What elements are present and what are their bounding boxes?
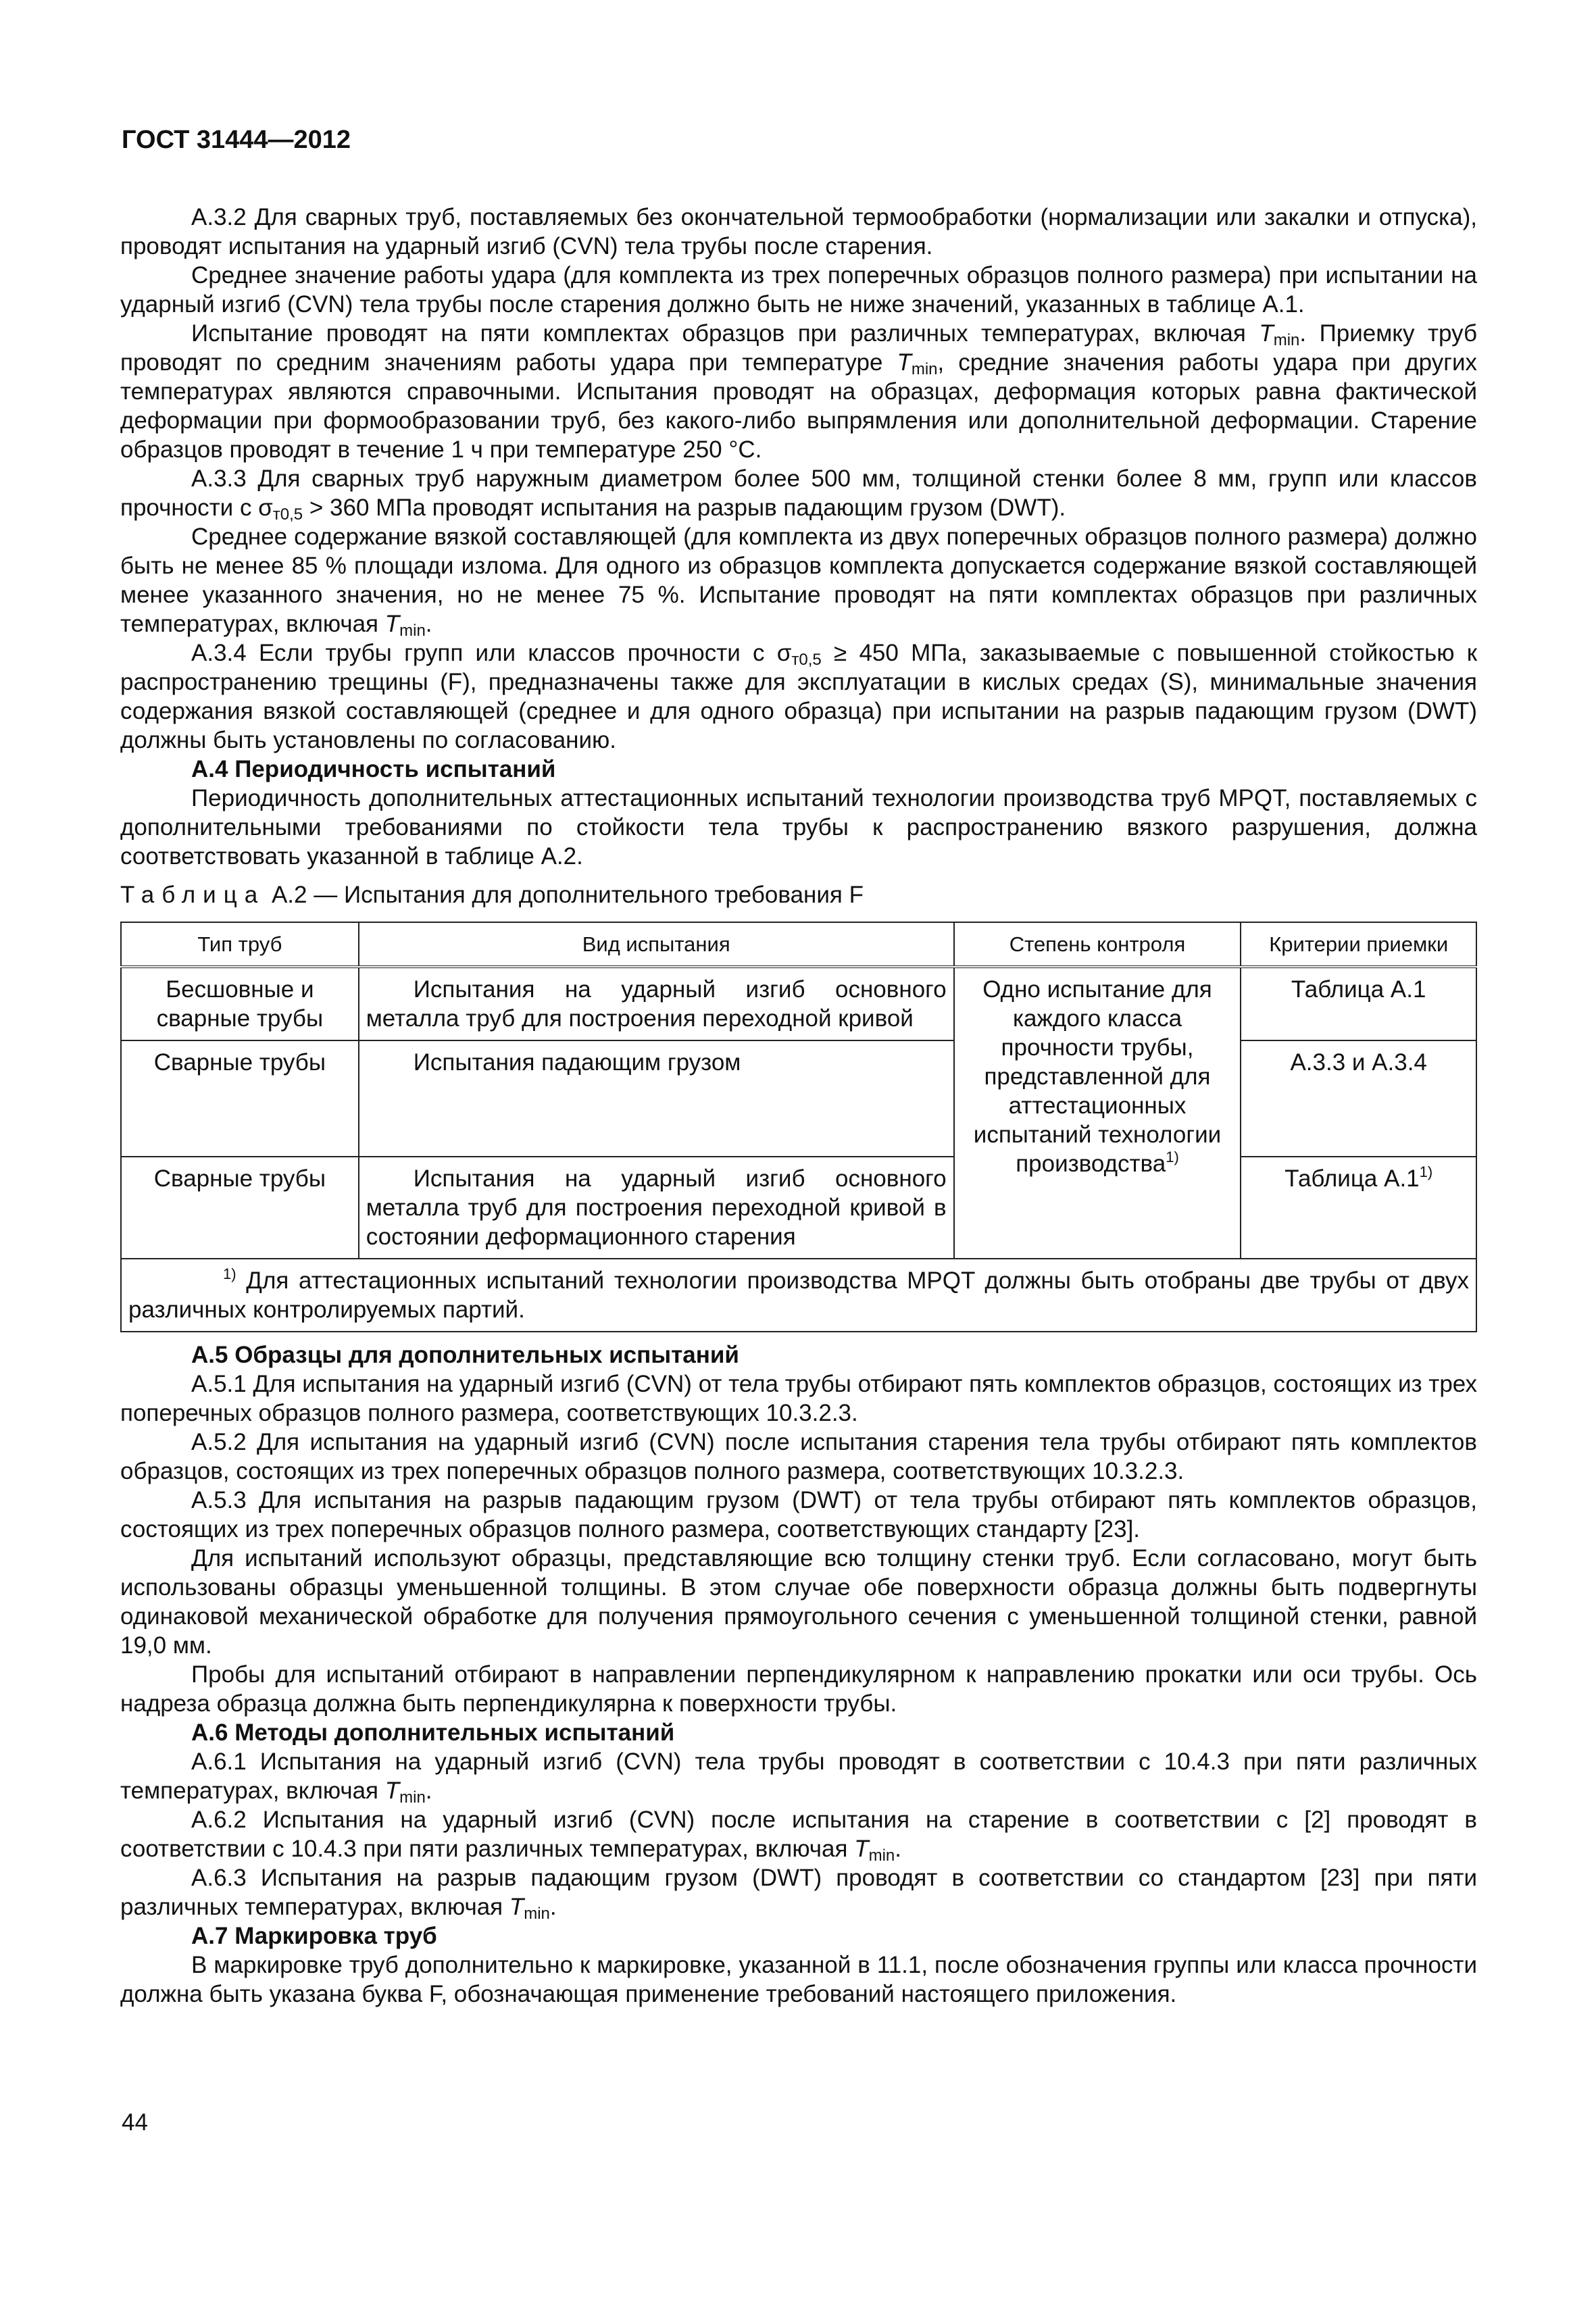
paragraph-avg-impact: Среднее значение работы удара (для комплекта из трех поперечных образцов полного размера) при испытании на ударный изгиб (CVN) тела трубы после старения должно быть не ниже значений, указанных в таблице А.1. — [120, 262, 1477, 318]
paragraph-a52: А.5.2 Для испытания на ударный изгиб (CVN) после испытания старения тела трубы отбирают пять комплектов образцов, состоящих из трех поперечных образцов полного размера, соответствующих 10.3.2.3. — [120, 1429, 1477, 1484]
section-a4-title: А.4 Периодичность испытаний — [191, 756, 556, 782]
paragraph-a4: Периодичность дополнительных аттестационных испытаний технологии производства труб MPQT, поставляемых с дополнительными требованиями по стойкости тела трубы к распространению вязкого разрушения, должна соответствовать указанной в таблице А.2. — [120, 785, 1477, 870]
paragraph-a62: А.6.2 Испытания на ударный изгиб (CVN) после испытания на старение в соответствии с [2] проводят в соответствии с 10.4.3 при пяти различных температурах, включая $T_{min}$. — [120, 1807, 1477, 1865]
paragraph-a63: А.6.3 Испытания на разрыв падающим грузом (DWT) проводят в соответствии со стандартом [23] при пяти различных температурах, включая $T_{min}$. — [120, 1865, 1477, 1923]
table-a2 — [120, 922, 1477, 1332]
cell-pipe-type: Сварные трубы — [121, 1040, 359, 1157]
cell-criteria: Таблица А.1 — [1241, 967, 1476, 1040]
paragraph-probes: Пробы для испытаний отбирают в направлении перпендикулярном к направлению прокатки или оси трубы. Ось надреза образца должна быть перпендикулярна к поверхности трубы. — [120, 1661, 1477, 1717]
cell-pipe-type: Сварные трубы — [121, 1157, 359, 1259]
cell-test-kind: Испытания падающим грузом — [359, 1040, 954, 1157]
table-row — [121, 1157, 1476, 1259]
section-a7-title: А.7 Маркировка труб — [191, 1923, 437, 1949]
cell-control-degree: Одно испытание для каждого класса прочности трубы, представленной для аттестационных испытаний технологии производства$^{1)}$ — [954, 967, 1241, 1259]
document-header: ГОСТ 31444—2012 — [122, 126, 351, 154]
table-row — [121, 967, 1476, 1040]
section-a6-title: А.6 Методы дополнительных испытаний — [191, 1719, 675, 1746]
paragraph-a33: А.3.3 Для сварных труб наружным диаметром более 500 мм, толщиной стенки более 8 мм, групп или классов прочности с $\sigma_{т0,5} > 360$ МПа проводят испытания на разрыв падающим грузом (DWT). — [120, 466, 1477, 524]
document-body — [120, 203, 1477, 2009]
table-note-row — [121, 1259, 1476, 1332]
table-footnote: $^{1)}$ Для аттестационных испытаний технологии производства MPQT должны быть отобраны две трубы от двух различных контролируемых партий. — [121, 1259, 1476, 1332]
paragraph-a61: А.6.1 Испытания на ударный изгиб (CVN) тела трубы проводят в соответствии с 10.4.3 при пяти различных температурах, включая $T_{min}$. — [120, 1749, 1477, 1807]
paragraph-avg-ductile: Среднее содержание вязкой составляющей (для комплекта из двух поперечных образцов полного размера) должно быть не менее 85 % площади излома. Для одного из образцов комплекта допускается содержание вязкой составляющей менее указанного значения, но не менее 75 %. Испытание проводят на пяти комплектах образцов при различных температурах, включая $T_{min}$. — [120, 524, 1477, 640]
table-header-row — [121, 922, 1476, 967]
header-pipe-type: Тип труб — [121, 922, 359, 967]
table-caption: Таблица А.2 — Испытания для дополнительного требования F — [120, 882, 864, 908]
header-control-degree: Степень контроля — [954, 922, 1241, 967]
cell-criteria: Таблица А.1$^{1)}$ — [1241, 1157, 1476, 1259]
table-row — [121, 1040, 1476, 1157]
cell-test-kind: Испытания на ударный изгиб основного металла труб для построения переходной кривой в состоянии деформационного старения — [359, 1157, 954, 1259]
header-acceptance-criteria: Критерии приемки — [1241, 922, 1476, 967]
paragraph-a53: А.5.3 Для испытания на разрыв падающим грузом (DWT) от тела трубы отбирают пять комплектов образцов, состоящих из трех поперечных образцов полного размера, соответствующих стандарту [23]. — [120, 1487, 1477, 1542]
paragraph-a7: В маркировке труб дополнительно к маркировке, указанной в 11.1, после обозначения группы или класса прочности должна быть указана буква F, обозначающая применение требований настоящего приложения. — [120, 1952, 1477, 2007]
paragraph-a32: А.3.2 Для сварных труб, поставляемых без окончательной термообработки (нормализации или закалки и отпуска), проводят испытания на ударный изгиб (CVN) тела трубы после старения. — [120, 204, 1477, 259]
paragraph-test-temps: Испытание проводят на пяти комплектах образцов при различных температурах, включая $T_{min}$. Приемку труб проводят по средним значениям работы удара при температуре $T_{min}$, средние значения работы удара при других температурах являются справочными. Испытания проводят на образцах, деформация которых равна фактической деформации при формообразовании труб, без какого-либо выпрямления или дополнительной деформации. Старение образцов проводят в течение 1 ч при температуре 250 °С. — [120, 320, 1478, 463]
cell-test-kind: Испытания на ударный изгиб основного металла труб для построения переходной кривой — [359, 967, 954, 1040]
cell-criteria: А.3.3 и А.3.4 — [1241, 1040, 1476, 1157]
cell-pipe-type: Бесшовные и сварные трубы — [121, 967, 359, 1040]
paragraph-a51: А.5.1 Для испытания на ударный изгиб (CVN) от тела трубы отбирают пять комплектов образцов, состоящих из трех поперечных образцов полного размера, соответствующих 10.3.2.3. — [120, 1371, 1477, 1426]
page-number: 44 — [122, 2109, 148, 2136]
paragraph-a34: А.3.4 Если трубы групп или классов прочности с $\sigma_{т0,5} \ge 450$ МПа, заказываемые с повышенной стойкостью к распространению трещины (F), предназначены также для эксплуатации в кислых средах (S), минимальные значения содержания вязкой составляющей (среднее и для одного образца) при испытании на разрыв падающим грузом (DWT) должны быть установлены по согласованию. — [120, 640, 1478, 753]
paragraph-samples: Для испытаний используют образцы, представляющие всю толщину стенки труб. Если согласовано, могут быть использованы образцы уменьшенной толщины. В этом случае обе поверхности образца должны быть подвергнуты одинаковой механической обработке для получения прямоугольного сечения с уменьшенной толщиной стенки, равной 19,0 мм. — [120, 1545, 1477, 1659]
header-test-kind: Вид испытания — [359, 922, 954, 967]
section-a5-title: А.5 Образцы для дополнительных испытаний — [191, 1342, 739, 1368]
